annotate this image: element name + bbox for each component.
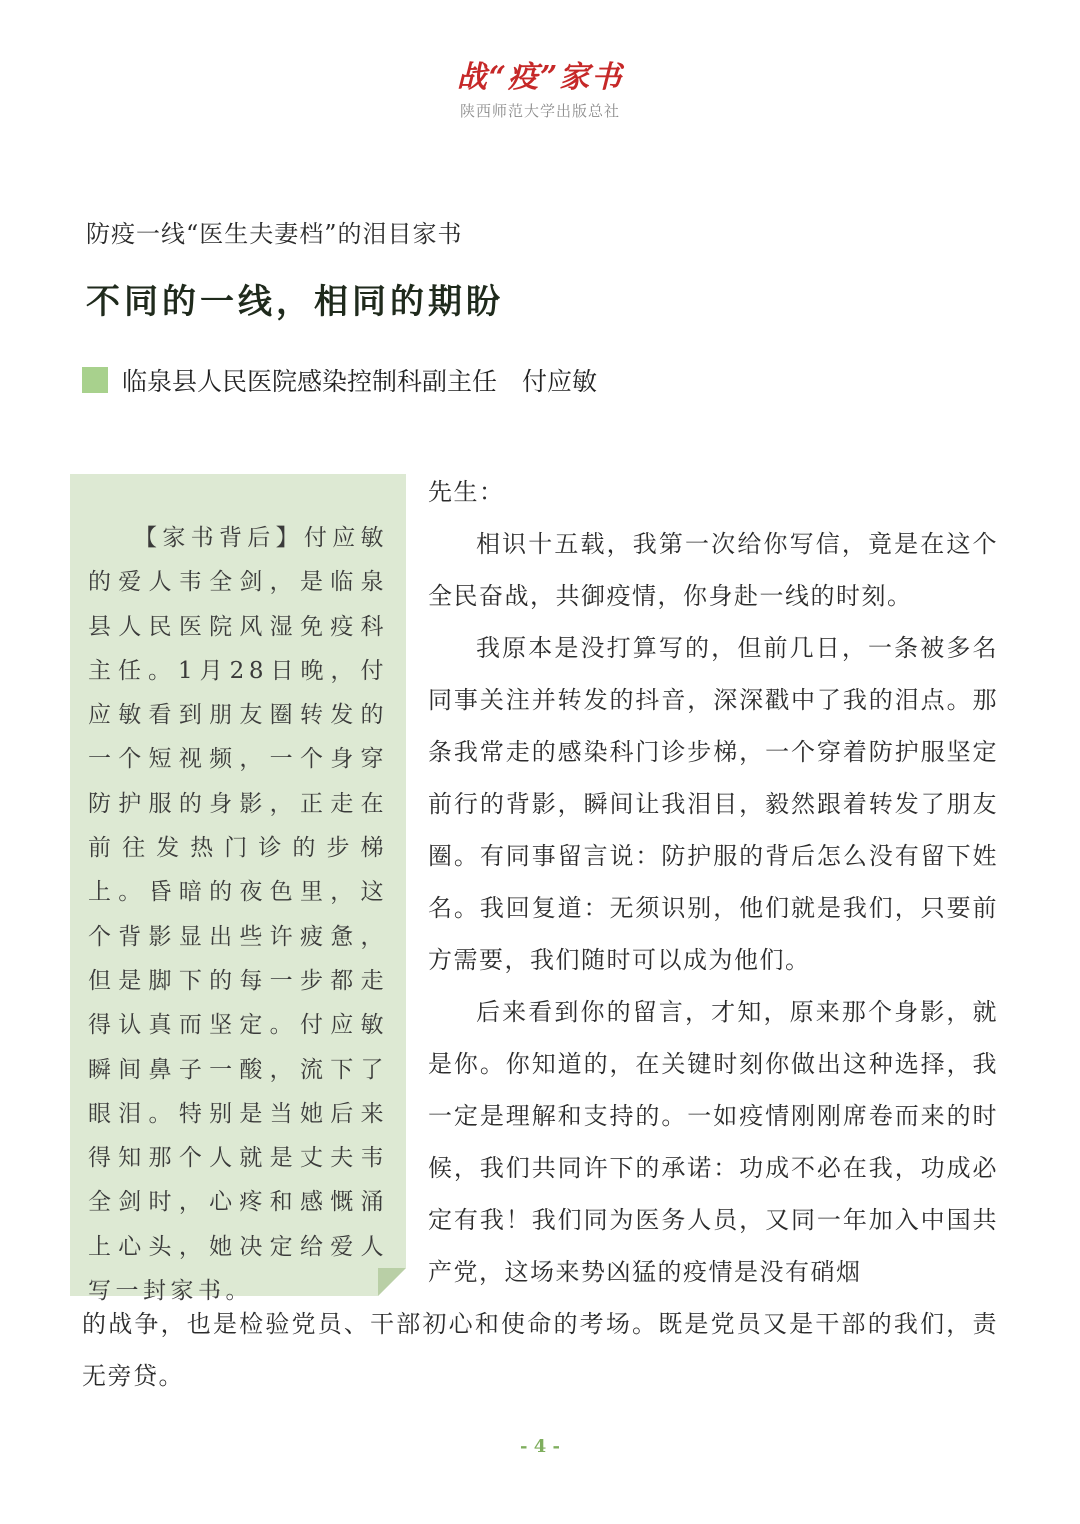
letter-paragraph: 后来看到你的留言，才知，原来那个身影，就是你。你知道的，在关键时刻你做出这种选择，我一定是理解和支持的。一如疫情刚刚席卷而来的时候，我们共同许下的承诺：功成不必在我，功成必定有我！我们同为医务人员，又同一年加入中国共产党，这场来势凶猛的疫情是没有硝烟 bbox=[428, 998, 998, 1286]
background-note-label: 【家书背后】 bbox=[134, 525, 304, 551]
publisher-name: 陕西师范大学出版总社 bbox=[459, 102, 620, 120]
background-note-text bbox=[88, 516, 388, 1313]
letter-paragraph: 相识十五载，我第一次给你写信，竟是在这个全民奋战，共御疫情，你身赴一线的时刻。 bbox=[428, 530, 998, 610]
letter-salutation: 先生： bbox=[428, 478, 505, 506]
green-square-marker bbox=[82, 367, 108, 393]
page-number: - 4 - bbox=[520, 1436, 560, 1457]
background-note-body: 付应敏的爱人韦全剑，是临泉县人民医院风湿免疫科主任。1月28日晚，付应敏看到朋友圈转发的一个短视频，一个身穿防护服的身影，正走在前往发热门诊的步梯上。昏暗的夜色里，这个背影显出些许疲惫，但是脚下的每一步都走得认真而坚定。付应敏瞬间鼻子一酸，流下了眼泪。特别是当她后来得知那个人就是丈夫韦全剑时，心疼和感慨涌上心头，她决定给爱人写一封家书。 bbox=[88, 525, 388, 1305]
letter-continuation: 的战争，也是检验党员、干部初心和使命的考场。既是党员又是干部的我们，责无旁贷。 bbox=[82, 1310, 998, 1390]
letter-paragraph: 我原本是没打算写的，但前几日，一条被多名同事关注并转发的抖音，深深戳中了我的泪点。那条我常走的感染科门诊步梯，一个穿着防护服坚定前行的背影，瞬间让我泪目，毅然跟着转发了朋友圈。有同事留言说：防护服的背后怎么没有留下姓名。我回复道：无须识别，他们就是我们，只要前方需要，我们随时可以成为他们。 bbox=[428, 634, 998, 974]
article-subtitle: 防疫一线“医生夫妻档”的泪目家书 bbox=[86, 220, 463, 248]
masthead bbox=[0, 58, 1080, 121]
author-line bbox=[82, 362, 597, 398]
letter-body bbox=[428, 466, 998, 1298]
publication-title: 战“疫”家书 bbox=[456, 60, 624, 95]
author-byline: 临泉县人民医院感染控制科副主任 付应敏 bbox=[122, 367, 598, 396]
article-title: 不同的一线，相同的期盼 bbox=[86, 282, 504, 322]
